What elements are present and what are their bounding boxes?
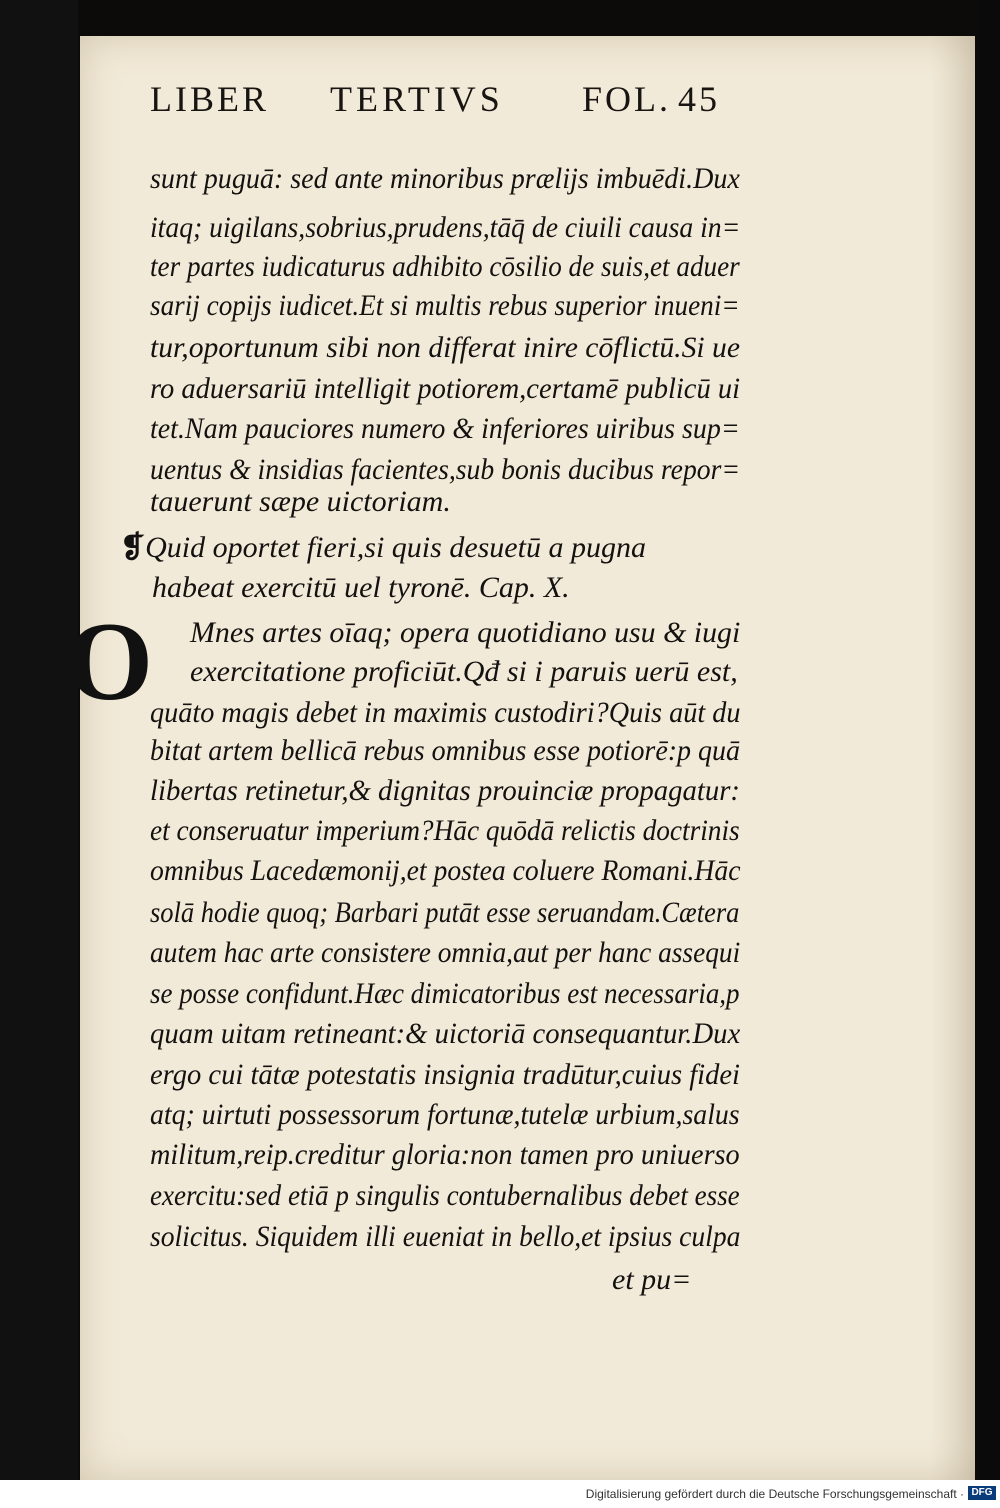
- page-edge-shadow: [930, 36, 975, 1480]
- scan-frame-left: [0, 0, 78, 1480]
- scan-frame-right: [978, 0, 1000, 1480]
- text-line: uentus & insidias facientes,sub bonis ducibus repor=: [150, 453, 741, 486]
- text-line: quam uitam retineant:& uictoriā consequantur.Dux: [150, 1017, 741, 1050]
- text-line: sarij copijs iudicet.Et si multis rebus superior inueni=: [150, 289, 740, 322]
- chapter-heading-text: Quid oportet fieri,si quis desuetū a pugna: [145, 531, 646, 564]
- text-line: bitat artem bellicā rebus omnibus esse potiorē:p quā: [150, 734, 740, 767]
- text-line: quāto magis debet in maximis custodiri?Quis aūt du: [150, 696, 741, 729]
- header-folio-number: 45: [678, 79, 720, 119]
- header-liber: LIBER: [150, 79, 269, 119]
- text-line: libertas retinetur,& dignitas prouinciæ propagatur:: [150, 774, 740, 807]
- dfg-logo-icon: DFG: [968, 1486, 996, 1500]
- pilcrow-mark: ❡: [120, 531, 146, 564]
- text-line: ergo cui tātæ potestatis insignia tradūtur,cuius fidei: [150, 1058, 740, 1091]
- text-line: se posse confidunt.Hæc dimicatoribus est necessaria,p: [150, 977, 740, 1010]
- chapter-heading-line: [120, 533, 646, 563]
- text-line: tet.Nam pauciores numero & inferiores uiribus sup=: [150, 412, 740, 445]
- running-header: [150, 78, 740, 138]
- text-line: ro aduersariū intelligit potiorem,certamē publicū ui: [150, 372, 741, 405]
- header-tertius: TERTIVS: [330, 79, 504, 119]
- funding-credit: Digitalisierung gefördert durch die Deutsche Forschungsgemeinschaft ·: [585, 1487, 964, 1501]
- text-line: ter partes iudicaturus adhibito cōsilio de suis,et aduer: [150, 250, 740, 283]
- text-line: et conseruatur imperium?Hāc quōdā relictis doctrinis: [150, 814, 740, 847]
- text-line: autem hac arte consistere omnia,aut per hanc assequi: [150, 936, 741, 969]
- header-fol-label: FOL.: [582, 79, 672, 119]
- text-line: solā hodie quoq; Barbari putāt esse seruandam.Cætera: [150, 896, 740, 929]
- drop-cap-initial: O: [66, 600, 154, 724]
- catchword: et pu=: [612, 1263, 692, 1296]
- text-line: sunt puguā: sed ante minoribus prælijs imbuēdi.Dux: [150, 162, 740, 195]
- text-line: omnibus Lacedæmonij,et postea coluere Romani.Hāc: [150, 854, 741, 887]
- text-line: tauerunt sæpe uictoriam.: [150, 485, 451, 518]
- text-line: atq; uirtuti possessorum fortunæ,tutelæ urbium,salus: [150, 1098, 740, 1131]
- text-line: tur,oportunum sibi non differat inire cōflictū.Si ue: [150, 331, 741, 364]
- text-line: exercitatione proficiūt.Qđ si i paruis uerū est,: [190, 655, 738, 688]
- text-line: solicitus. Siquidem illi eueniat in bello,et ipsius culpa: [150, 1220, 741, 1253]
- text-line: exercitu:sed etiā p singulis contubernalibus debet esse: [150, 1179, 740, 1212]
- text-line: itaq; uigilans,sobrius,prudens,tāq̄ de ciuili causa in=: [150, 211, 741, 244]
- footer-bar: [0, 1480, 1000, 1508]
- text-line: Mnes artes oīaq; opera quotidiano usu & iugi: [190, 616, 741, 649]
- chapter-heading-line: habeat exercitū uel tyronē. Cap. X.: [152, 571, 570, 604]
- text-line: militum,reip.creditur gloria:non tamen pro uniuerso: [150, 1138, 740, 1171]
